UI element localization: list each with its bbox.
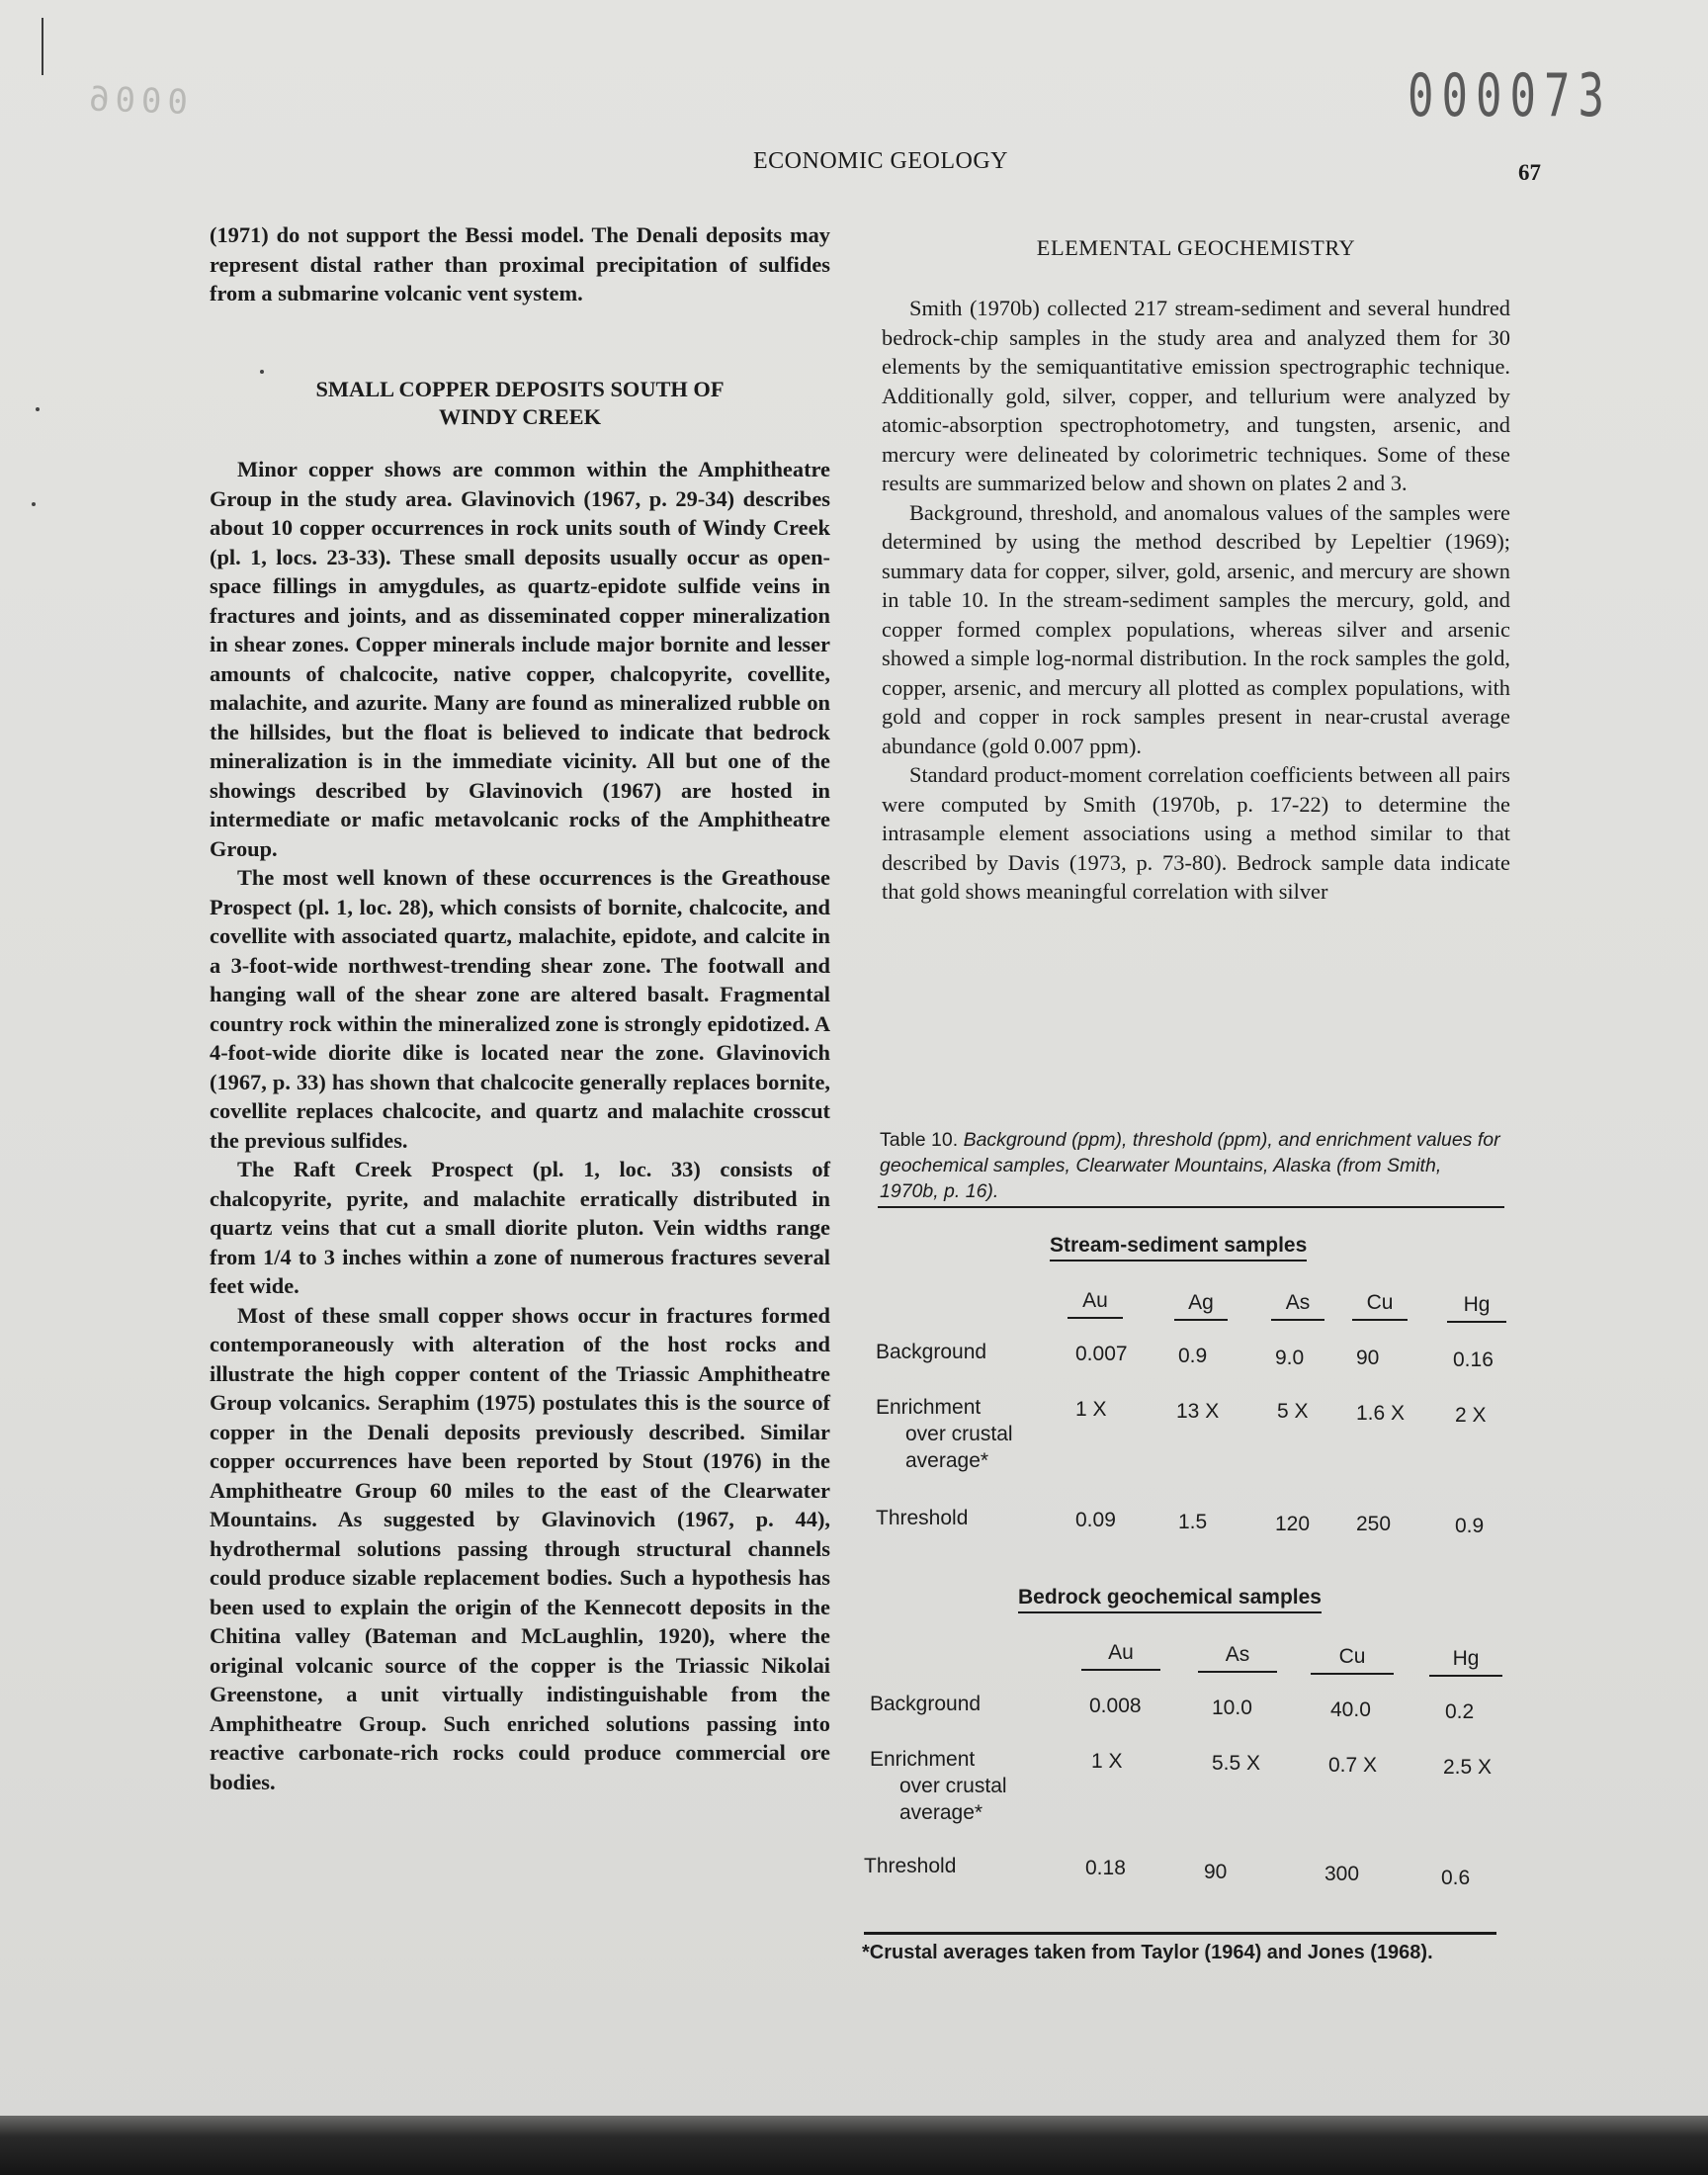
margin-mark (42, 18, 43, 75)
table-cell: 90 (1204, 1861, 1228, 1883)
table-cell: 1.6 X (1356, 1402, 1406, 1425)
row-label-background: Background (876, 1341, 987, 1363)
table-cell: 2.5 X (1443, 1756, 1493, 1779)
right-column-body (882, 294, 1510, 907)
bedrock-title: Bedrock geochemical samples (1018, 1586, 1322, 1613)
table-caption-body: Background (ppm), threshold (ppm), and enrichment values for geochemical samples, Clearwater Mountains, Alaska (from Smith, 1970b, p. 16). (880, 1129, 1500, 1202)
table-cell: 90 (1356, 1347, 1380, 1369)
left-column-intro (210, 220, 830, 308)
table-caption (880, 1127, 1502, 1204)
table-cell: 0.16 (1453, 1348, 1494, 1371)
paragraph: Background, threshold, and anomalous values of the samples were determined by using the method described by Lepeltier (1969); summary data for copper, silver, gold, arsenic, and mercury are shown in table 10. In the stream-sediment samples the mercury, gold, and copper formed complex populations, whereas silver and arsenic showed a simple log-normal distribution. In the rock samples the gold, copper, arsenic, and mercury all plotted as complex populations, with gold and copper in rock samples present in near-crustal average abundance (gold 0.007 ppm). (882, 499, 1510, 758)
col-head-hg: Hg (1429, 1647, 1502, 1677)
table-top-rule (878, 1206, 1504, 1208)
table-cell: 0.008 (1089, 1695, 1142, 1717)
table-cell: 300 (1324, 1863, 1360, 1885)
table-cell: 5 X (1277, 1400, 1309, 1423)
row-label-line: over crustal (905, 1423, 1013, 1445)
paragraph: Smith (1970b) collected 217 stream-sediment and several hundred bedrock-chip samples in the study area and analyzed them for 30 elements by the semiquantitative emission spectrographic technique. Additionally gold, silver, copper, and tellurium were analyzed by atomic-absorption spectrophotometry, and tungsten, arsenic, and mercury were delineated by colorimetric techniques. Some of these results are summarized below and shown on plates 2 and 3. (882, 296, 1510, 495)
table-cell: 1 X (1091, 1750, 1123, 1773)
table-cell: 0.007 (1075, 1343, 1128, 1365)
paragraph: Standard product-moment correlation coefficients between all pairs were computed by Smith (1970b, p. 17-22) to determine the intrasample element associations using a method similar to that described by Davis (1973, p. 73-80). Bedrock sample data indicate that gold shows meaningful correlation with silver (882, 762, 1510, 904)
speck (260, 370, 264, 374)
row-label-line: average* (899, 1801, 983, 1824)
section-heading-geochemistry (882, 235, 1510, 261)
heading-line: ELEMENTAL GEOCHEMISTRY (1036, 235, 1356, 260)
table-cell: 1.5 (1178, 1511, 1208, 1533)
speck (32, 502, 36, 506)
paragraph: (1971) do not support the Bessi model. The Denali deposits may represent distal rather than proximal precipitation of sulfides from a submarine volcanic vent system. (210, 222, 830, 305)
row-label-enrichment (876, 1394, 1013, 1474)
table-cell: 0.6 (1441, 1867, 1471, 1889)
col-head-as: As (1198, 1643, 1277, 1673)
row-label-line: Enrichment (876, 1396, 982, 1419)
paragraph: Most of these small copper shows occur in fractures formed contemporaneously with alteration of the host rocks and illustrate the high copper content of the Triassic Amphitheatre Group volcanics. Seraphim (1975) postulates this is the source of copper in the Denali deposits previously described. Similar copper occurrences have been reported by Stout (1976) in the Amphitheatre Group 60 miles to the east of the Clearwater Mountains. As suggested by Glavinovich (1967, p. 44), hydrothermal solutions passing through structural channels could produce sizable replacement bodies. Such a hypothesis has been used to explain the origin of the Kennecott deposits in the Chitina valley (Bateman and McLaughlin, 1920), where the original volcanic source of the copper is the Triassic Nikolai Greenstone, a unit virtually indistinguishable from the Amphitheatre Group. Such enriched solutions passing into reactive carbonate-rich rocks could produce commercial ore bodies. (210, 1302, 830, 1794)
table-cell: 0.18 (1085, 1857, 1126, 1879)
table-cell: 0.2 (1445, 1700, 1475, 1723)
table-cell: 0.9 (1178, 1345, 1208, 1367)
document-stamp-number: 000073 (1408, 62, 1612, 130)
table-cell: 0.09 (1075, 1509, 1116, 1531)
stream-sediment-title: Stream-sediment samples (1050, 1234, 1307, 1262)
col-head-hg: Hg (1447, 1293, 1506, 1323)
scan-shadow-edge (0, 2116, 1708, 2175)
bleed-through-stamp: 0006 (82, 79, 189, 123)
col-head-au: Au (1068, 1289, 1123, 1319)
table-cell: 40.0 (1330, 1698, 1371, 1721)
page-number: 67 (1518, 160, 1541, 185)
table-cell: 13 X (1176, 1400, 1220, 1423)
heading-line: WINDY CREEK (438, 404, 601, 429)
table-cell: 0.9 (1455, 1515, 1485, 1537)
row-label-threshold: Threshold (876, 1507, 969, 1529)
row-label-threshold: Threshold (864, 1855, 957, 1877)
row-label-line: Enrichment (870, 1748, 976, 1771)
table-cell: 1 X (1075, 1398, 1107, 1421)
col-head-au: Au (1081, 1641, 1160, 1671)
row-label-line: average* (905, 1449, 989, 1472)
col-head-cu: Cu (1311, 1645, 1394, 1675)
table-cell: 120 (1275, 1513, 1311, 1535)
table-cell: 250 (1356, 1513, 1392, 1535)
row-label-enrichment (870, 1746, 1007, 1826)
table-cell: 0.7 X (1328, 1754, 1378, 1777)
left-column-body (210, 455, 830, 1796)
running-head: ECONOMIC GEOLOGY (753, 148, 1008, 174)
col-head-ag: Ag (1174, 1291, 1228, 1321)
table-cell: 10.0 (1212, 1696, 1252, 1719)
col-head-cu: Cu (1352, 1291, 1408, 1321)
paragraph: The Raft Creek Prospect (pl. 1, loc. 33) consists of chalcopyrite, pyrite, and malachite erratically distributed in quartz veins that cut a small diorite pluton. Vein widths range from 1/4 to 3 inches within a zone of numerous fractures several feet wide. (210, 1157, 830, 1298)
section-heading-small-copper (210, 376, 830, 431)
table-caption-label: Table 10. (880, 1129, 959, 1151)
row-label-background: Background (870, 1693, 982, 1715)
col-head-as: As (1271, 1291, 1324, 1321)
paragraph: The most well known of these occurrences is the Greathouse Prospect (pl. 1, loc. 28), which consists of bornite, chalcocite, and covellite with associated quartz, malachite, epidote, and calcite in a 3-foot-wide northwest-trending shear zone. The footwall and hanging wall of the shear zone are altered basalt. Fragmental country rock within the mineralized zone is strongly epidotized. A 4-foot-wide diorite dike is located near the zone. Glavinovich (1967, p. 33) has shown that chalcocite generally replaces bornite, covellite replaces chalcocite, and quartz and malachite crosscut the previous sulfides. (210, 865, 830, 1153)
table-cell: 9.0 (1275, 1347, 1305, 1369)
table-footnote: *Crustal averages taken from Taylor (1964) and Jones (1968). (862, 1942, 1433, 1963)
speck (36, 407, 40, 411)
heading-line: SMALL COPPER DEPOSITS SOUTH OF (315, 377, 725, 401)
table-cell: 5.5 X (1212, 1752, 1261, 1775)
table-bottom-rule (864, 1932, 1496, 1935)
paragraph: Minor copper shows are common within the Amphitheatre Group in the study area. Glavinovich (1967, p. 29-34) describes about 10 copper occurrences in rock units south of Windy Creek (pl. 1, locs. 23-33). These small deposits usually occur as open-space fillings in amygdules, as quartz-epidote sulfide veins in fractures and joints, and as disseminated copper mineralization in shear zones. Copper minerals include major bornite and lesser amounts of chalcocite, native copper, chalcopyrite, covellite, malachite, and azurite. Many are found as mineralized rubble on the hillsides, but the float is believed to indicate that bedrock mineralization is in the immediate vicinity. All but one of the showings described by Glavinovich (1967) are hosted in intermediate or mafic metavolcanic rocks of the Amphitheatre Group. (210, 457, 830, 861)
row-label-line: over crustal (899, 1775, 1007, 1797)
table-cell: 2 X (1455, 1404, 1487, 1427)
